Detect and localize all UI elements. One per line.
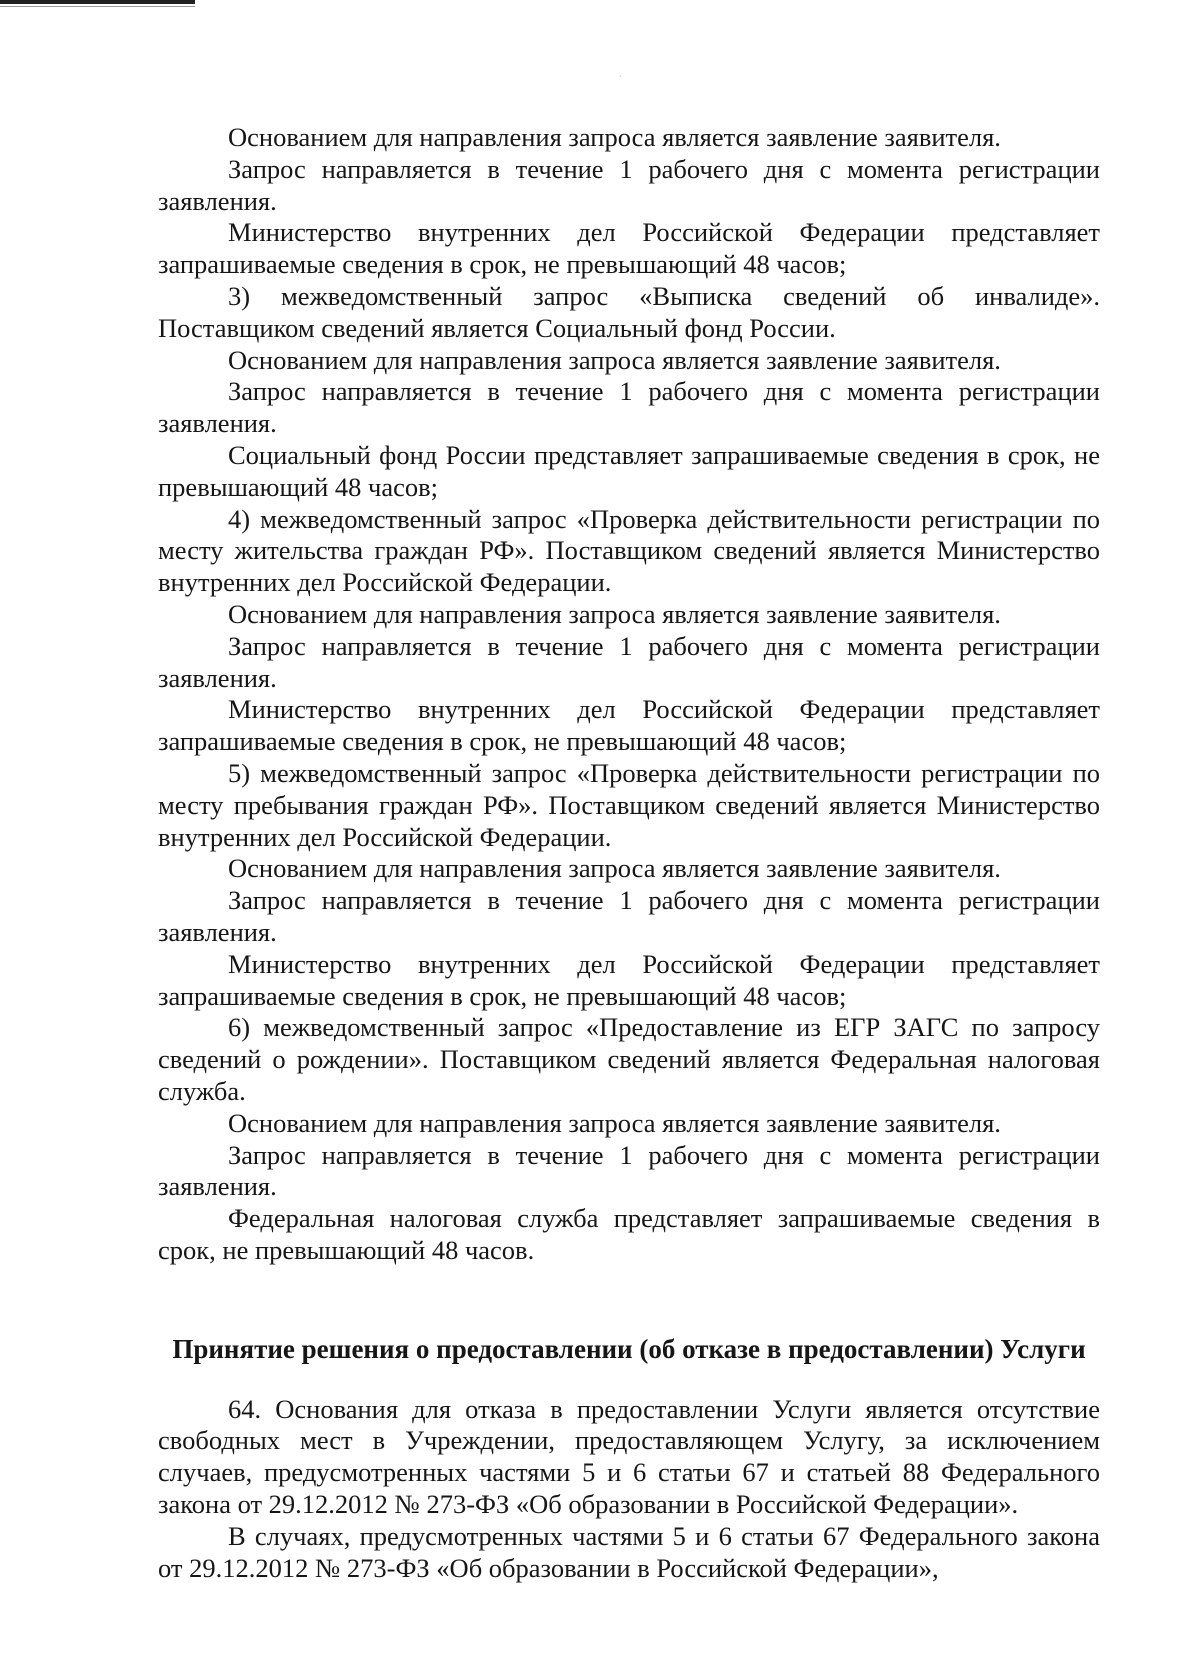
paragraph: Запрос направляется в течение 1 рабочего дня с момента регистрации заявления. (158, 630, 1100, 693)
paragraph: 4) межведомственный запрос «Проверка действительности регистрации по месту жительства граждан РФ». Поставщиком сведений является Министерство внутренних дел Российской Федерации. (158, 503, 1100, 598)
scan-edge-line (0, 6, 195, 7)
paragraph: 5) межведомственный запрос «Проверка действительности регистрации по месту пребывания граждан РФ». Поставщиком сведений является Министерство внутренних дел Российской Федерации. (158, 757, 1100, 852)
paragraph-group-top (158, 122, 1100, 1267)
faint-page-mark: · (618, 70, 623, 85)
paragraph: Социальный фонд России представляет запрашиваемые сведения в срок, не превышающий 48 часов; (158, 439, 1100, 502)
paragraph: 3) межведомственный запрос «Выписка сведений об инвалиде». Поставщиком сведений является Социальный фонд России. (158, 280, 1100, 343)
section-heading: Принятие решения о предоставлении (об отказе в предоставлении) Услуги (172, 1333, 1086, 1364)
paragraph: Основанием для направления запроса является заявление заявителя. (228, 344, 1001, 375)
paragraph: Федеральная налоговая служба представляет запрашиваемые сведения в срок, не превышающий 48 часов. (158, 1203, 1100, 1265)
paragraph: Запрос направляется в течение 1 рабочего дня с момента регистрации заявления. (158, 376, 1100, 439)
paragraph: Министерство внутренних дел Российской Федерации представляет запрашиваемые сведения в срок, не превышающий 48 часов; (158, 217, 1100, 280)
paragraph: Запрос направляется в течение 1 рабочего дня с момента регистрации заявления. (158, 1139, 1100, 1202)
paragraph: Министерство внутренних дел Российской Федерации представляет запрашиваемые сведения в срок, не превышающий 48 часов; (158, 694, 1100, 757)
scan-edge-mark (0, 0, 195, 4)
paragraph: Основанием для направления запроса является заявление заявителя. (228, 1107, 1001, 1138)
paragraph: 6) межведомственный запрос «Предоставление из ЕГР ЗАГС по запросу сведений о рождении». Поставщиком сведений является Федеральная налоговая служба. (158, 1012, 1100, 1106)
paragraph: Запрос направляется в течение 1 рабочего дня с момента регистрации заявления. (158, 153, 1100, 216)
paragraph: Министерство внутренних дел Российской Федерации представляет запрашиваемые сведения в срок, не превышающий 48 часов; (158, 948, 1100, 1011)
paragraph: Основанием для направления запроса является заявление заявителя. (228, 853, 1001, 884)
paragraph: Запрос направляется в течение 1 рабочего дня с момента регистрации заявления. (158, 885, 1100, 947)
paragraph: 64. Основания для отказа в предоставлении Услуги является отсутствие свободных мест в Учреждении, предоставляющем Услугу, за исключением случаев, предусмотренных частями 5 и 6 статьи 67 и статьей 88 Федерального закона от 29.12.2012 № 273-ФЗ «Об образовании в Российской Федерации». (158, 1393, 1100, 1520)
paragraph: Основанием для направления запроса является заявление заявителя. (228, 122, 1001, 152)
document-body (158, 122, 1100, 1584)
paragraph-group-bottom (158, 1394, 1100, 1585)
paragraph: В случаях, предусмотренных частями 5 и 6 статьи 67 Федерального закона от 29.12.2012 № 273-ФЗ «Об образовании в Российской Федерации», (158, 1520, 1100, 1583)
paragraph: Основанием для направления запроса является заявление заявителя. (228, 598, 1001, 629)
